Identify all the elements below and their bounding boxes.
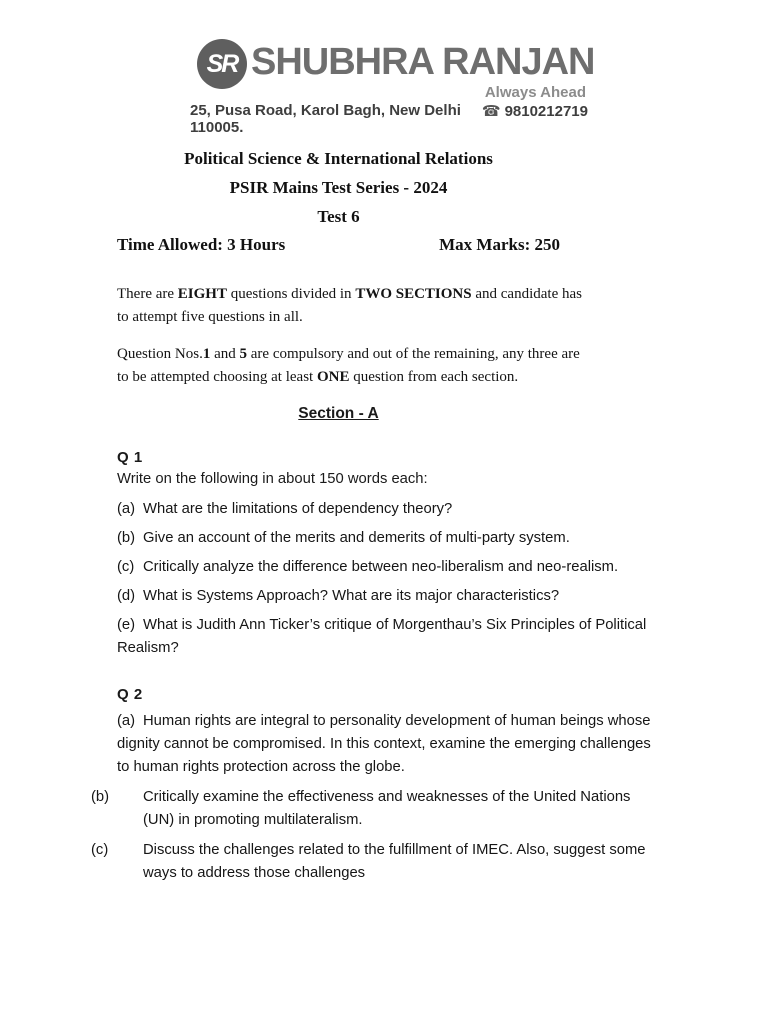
section-a-heading: Section - A	[298, 405, 379, 422]
document-body	[91, 148, 658, 892]
telephone-icon: ☎	[481, 103, 501, 120]
test-number: Test 6	[317, 207, 360, 226]
series-title: PSIR Mains Test Series - 2024	[229, 178, 448, 197]
question-2-list	[91, 710, 658, 885]
brand-name: SHUBHRA RANJAN	[251, 41, 595, 83]
instructions	[117, 283, 585, 389]
question-1-list	[117, 498, 658, 660]
phone-wrap	[482, 102, 588, 136]
sr-logo-icon	[197, 39, 247, 89]
question-2-number: Q 2	[117, 686, 143, 703]
instruction-paragraph-2: Question Nos.1 and 5 are compulsory and out of the remaining, any three are to be attempted choosing at least ONE question from each section.	[117, 346, 580, 385]
address-text: 25, Pusa Road, Karol Bagh, New Delhi 110005.	[190, 102, 461, 136]
question-1e: (e) What is Judith Ann Ticker’s critique of Morgenthau’s Six Principles of Political Realism?	[117, 617, 647, 656]
instruction-paragraph-1: There are EIGHT questions divided in TWO SECTIONS and candidate has to attempt five questions in all.	[117, 286, 582, 325]
subject-title: Political Science & International Relations	[184, 149, 493, 168]
question-1-number: Q 1	[117, 449, 143, 466]
question-2c: (c) Discuss the challenges related to the fulfillment of IMEC. Also, suggest some ways to address those challenges	[91, 842, 646, 881]
question-1-intro: Write on the following in about 150 words each:	[117, 471, 428, 487]
brand-tagline: Always Ahead	[484, 84, 586, 101]
question-1b: (b) Give an account of the merits and demerits of multi-party system.	[117, 530, 570, 546]
logo-monogram: SR	[206, 49, 238, 78]
question-2	[91, 686, 658, 885]
question-2a: (a) Human rights are integral to personality development of human beings whose dignity cannot be compromised. In this context, examine the emerging challenges to human rights protection across the globe.	[117, 713, 651, 775]
phone-number: 9810212719	[504, 103, 588, 120]
question-1c: (c) Critically analyze the difference between neo-liberalism and neo-realism.	[117, 559, 619, 575]
address-row	[190, 102, 588, 136]
time-allowed: Time Allowed: 3 Hours	[117, 235, 286, 254]
question-2b: (b) Critically examine the effectiveness and weaknesses of the United Nations (UN) in promoting multilateralism.	[91, 789, 631, 828]
question-1a: (a) What are the limitations of dependency theory?	[117, 501, 453, 517]
question-1	[117, 449, 658, 660]
question-1d: (d) What is Systems Approach? What are its major characteristics?	[117, 588, 560, 604]
max-marks: Max Marks: 250	[439, 235, 560, 254]
title-block	[117, 148, 560, 228]
time-marks-row	[117, 235, 560, 255]
